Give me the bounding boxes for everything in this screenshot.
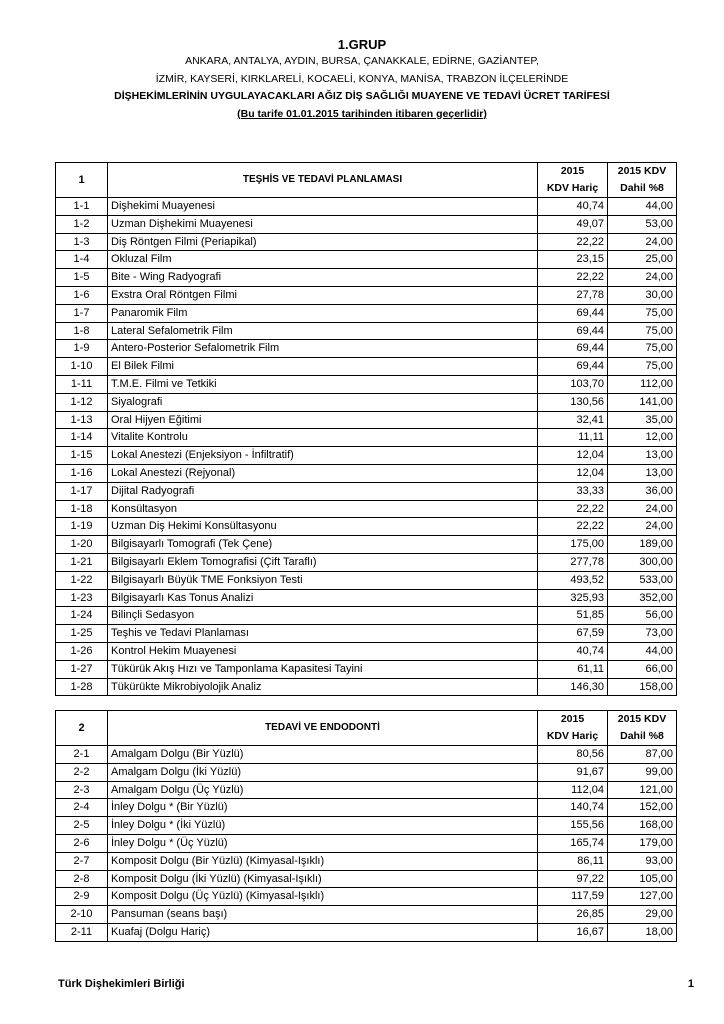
table-row [56,304,677,322]
item-code: 1-18 [56,500,108,518]
item-name: Pansuman (seans başı) [108,906,538,924]
price-incl-vat: 44,00 [608,198,677,216]
item-name: Bilinçli Sedasyon [108,607,538,625]
section-code: 1 [56,163,108,198]
price-incl-vat: 35,00 [608,411,677,429]
section-rows [56,746,677,942]
table-row [56,870,677,888]
price-incl-vat: 13,00 [608,464,677,482]
price-excl-vat: 22,22 [538,500,608,518]
item-name: Amalgam Dolgu (Bir Yüzlü) [108,746,538,764]
section-code: 2 [56,711,108,746]
price-excl-vat: 23,15 [538,251,608,269]
item-name: Siyalografi [108,393,538,411]
price-excl-vat: 175,00 [538,536,608,554]
table-row [56,358,677,376]
col-excl-line2: KDV Hariç [546,730,599,742]
item-code: 1-19 [56,518,108,536]
table-row [56,375,677,393]
item-name: Lokal Anestezi (Rejyonal) [108,464,538,482]
table-row [56,660,677,678]
item-code: 1-9 [56,340,108,358]
price-excl-vat: 40,74 [538,642,608,660]
price-excl-vat: 40,74 [538,198,608,216]
item-code: 1-24 [56,607,108,625]
price-incl-vat: 189,00 [608,536,677,554]
table-row [56,607,677,625]
validity-note: (Bu tarife 01.01.2015 tarihinden itibaren geçerlidir) [237,107,487,120]
table-row [56,286,677,304]
col-excl-line2: KDV Hariç [546,182,599,194]
item-name: Bilgisayarlı Büyük TME Fonksiyon Testi [108,571,538,589]
item-code: 1-17 [56,482,108,500]
table-row [56,781,677,799]
cities-line-1: ANKARA, ANTALYA, AYDIN, BURSA, ÇANAKKALE, EDİRNE, GAZİANTEP, [185,55,539,67]
item-name: El Bilek Filmi [108,358,538,376]
item-code: 1-27 [56,660,108,678]
price-incl-vat: 73,00 [608,625,677,643]
table-row [56,536,677,554]
price-incl-vat: 44,00 [608,642,677,660]
item-name: Lateral Sefalometrik Film [108,322,538,340]
price-incl-vat: 112,00 [608,375,677,393]
price-incl-vat: 300,00 [608,553,677,571]
section-title: TEDAVİ VE ENDODONTİ [108,711,538,746]
price-excl-vat: 69,44 [538,304,608,322]
item-name: Komposit Dolgu (Bir Yüzlü) (Kimyasal-Işıklı) [108,852,538,870]
item-code: 1-2 [56,215,108,233]
item-name: Tükürük Akış Hızı ve Tamponlama Kapasitesi Tayini [108,660,538,678]
price-excl-vat: 155,56 [538,817,608,835]
table-row [56,625,677,643]
price-excl-vat: 51,85 [538,607,608,625]
table-row [56,215,677,233]
item-name: Tükürükte Mikrobiyolojik Analiz [108,678,538,696]
item-name: Bilgisayarlı Eklem Tomografisi (Çift Taraflı) [108,553,538,571]
item-name: Amalgam Dolgu (Üç Yüzlü) [108,781,538,799]
item-code: 1-10 [56,358,108,376]
table-row [56,799,677,817]
price-excl-vat: 16,67 [538,923,608,941]
table-row [56,923,677,941]
price-excl-vat: 22,22 [538,518,608,536]
item-name: Lokal Anestezi (Enjeksiyon - İnfiltratif) [108,447,538,465]
table-row [56,340,677,358]
item-code: 1-6 [56,286,108,304]
footer-organization: Türk Dişhekimleri Birliği [58,978,185,990]
section-table-2 [55,710,677,942]
price-incl-vat: 141,00 [608,393,677,411]
section-header-row [56,163,677,198]
item-code: 1-12 [56,393,108,411]
item-code: 1-16 [56,464,108,482]
item-name: Oral Hijyen Eğitimi [108,411,538,429]
price-excl-vat: 117,59 [538,888,608,906]
price-incl-vat: 75,00 [608,340,677,358]
price-excl-vat: 69,44 [538,340,608,358]
item-name: Kontrol Hekim Muayenesi [108,642,538,660]
item-code: 2-6 [56,834,108,852]
table-row [56,233,677,251]
table-row [56,429,677,447]
item-name: Diş Röntgen Filmi (Periapikal) [108,233,538,251]
price-incl-vat: 533,00 [608,571,677,589]
section-rows [56,198,677,696]
price-incl-vat: 352,00 [608,589,677,607]
section-title: TEŞHİS VE TEDAVİ PLANLAMASI [108,163,538,198]
item-name: Amalgam Dolgu (İki Yüzlü) [108,763,538,781]
price-excl-vat: 146,30 [538,678,608,696]
item-name: Vitalite Kontrolu [108,429,538,447]
item-code: 1-13 [56,411,108,429]
table-row [56,571,677,589]
table-row [56,322,677,340]
item-code: 2-2 [56,763,108,781]
table-row [56,553,677,571]
price-excl-vat: 33,33 [538,482,608,500]
price-excl-vat: 80,56 [538,746,608,764]
price-excl-vat: 165,74 [538,834,608,852]
table-row [56,269,677,287]
item-code: 1-25 [56,625,108,643]
col-incl-line1: 2015 KDV [617,713,667,725]
table-row [56,411,677,429]
tariff-subtitle: DİŞHEKİMLERİNİN UYGULAYACAKLARI AĞIZ DİŞ SAĞLIĞI MUAYENE VE TEDAVİ ÜCRET TARİFESİ [114,90,610,102]
item-code: 2-9 [56,888,108,906]
item-code: 2-11 [56,923,108,941]
price-incl-vat: 158,00 [608,678,677,696]
item-name: Okluzal Film [108,251,538,269]
price-excl-vat: 97,22 [538,870,608,888]
price-excl-vat: 277,78 [538,553,608,571]
price-incl-vat: 24,00 [608,269,677,287]
table-row [56,198,677,216]
item-name: Komposit Dolgu (İki Yüzlü) (Kimyasal-Işıklı) [108,870,538,888]
item-code: 1-1 [56,198,108,216]
price-excl-vat: 112,04 [538,781,608,799]
col-price-incl-header [608,711,677,746]
table-row [56,482,677,500]
col-excl-line1: 2015 [560,713,585,725]
item-code: 1-3 [56,233,108,251]
item-code: 1-21 [56,553,108,571]
price-excl-vat: 26,85 [538,906,608,924]
price-incl-vat: 18,00 [608,923,677,941]
price-excl-vat: 493,52 [538,571,608,589]
item-name: Bilgisayarlı Kas Tonus Analizi [108,589,538,607]
table-row [56,500,677,518]
price-incl-vat: 24,00 [608,518,677,536]
item-code: 1-11 [56,375,108,393]
table-row [56,906,677,924]
price-excl-vat: 49,07 [538,215,608,233]
item-name: Bilgisayarlı Tomografi (Tek Çene) [108,536,538,554]
item-code: 1-15 [56,447,108,465]
table-row [56,888,677,906]
item-name: Exstra Oral Röntgen Filmi [108,286,538,304]
price-incl-vat: 30,00 [608,286,677,304]
item-name: Konsültasyon [108,500,538,518]
price-incl-vat: 179,00 [608,834,677,852]
item-code: 2-1 [56,746,108,764]
price-excl-vat: 140,74 [538,799,608,817]
price-excl-vat: 130,56 [538,393,608,411]
item-name: Komposit Dolgu (Üç Yüzlü) (Kimyasal-Işıklı) [108,888,538,906]
item-code: 1-28 [56,678,108,696]
price-incl-vat: 12,00 [608,429,677,447]
item-name: Antero-Posterior Sefalometrik Film [108,340,538,358]
item-code: 1-7 [56,304,108,322]
col-incl-line2: Dahil %8 [620,182,664,194]
price-incl-vat: 75,00 [608,358,677,376]
price-excl-vat: 91,67 [538,763,608,781]
table-row [56,447,677,465]
price-incl-vat: 24,00 [608,500,677,518]
item-code: 2-5 [56,817,108,835]
table-row [56,746,677,764]
item-name: Teşhis ve Tedavi Planlaması [108,625,538,643]
price-incl-vat: 168,00 [608,817,677,835]
item-name: İnley Dolgu * (İki Yüzlü) [108,817,538,835]
item-name: Uzman Diş Hekimi Konsültasyonu [108,518,538,536]
price-incl-vat: 25,00 [608,251,677,269]
price-incl-vat: 56,00 [608,607,677,625]
price-excl-vat: 12,04 [538,447,608,465]
price-incl-vat: 53,00 [608,215,677,233]
item-name: İnley Dolgu * (Üç Yüzlü) [108,834,538,852]
section-header-row [56,711,677,746]
col-price-excl-header [538,163,608,198]
price-excl-vat: 22,22 [538,269,608,287]
price-excl-vat: 67,59 [538,625,608,643]
col-incl-line2: Dahil %8 [620,730,664,742]
price-excl-vat: 325,93 [538,589,608,607]
item-code: 1-5 [56,269,108,287]
item-code: 1-20 [56,536,108,554]
document-header [0,36,724,123]
item-code: 2-3 [56,781,108,799]
price-incl-vat: 24,00 [608,233,677,251]
price-incl-vat: 75,00 [608,322,677,340]
price-excl-vat: 86,11 [538,852,608,870]
item-code: 1-22 [56,571,108,589]
item-name: Panaromik Film [108,304,538,322]
col-excl-line1: 2015 [560,165,585,177]
section-table-1 [55,162,677,696]
table-row [56,251,677,269]
item-name: Bite - Wing Radyografi [108,269,538,287]
item-name: İnley Dolgu * (Bir Yüzlü) [108,799,538,817]
table-row [56,464,677,482]
item-name: Kuafaj (Dolgu Hariç) [108,923,538,941]
item-code: 1-26 [56,642,108,660]
table-row [56,763,677,781]
item-code: 2-8 [56,870,108,888]
price-incl-vat: 127,00 [608,888,677,906]
item-code: 2-10 [56,906,108,924]
table-row [56,589,677,607]
cities-line-2: İZMİR, KAYSERİ, KIRKLARELİ, KOCAELİ, KONYA, MANİSA, TRABZON İLÇELERİNDE [155,72,569,85]
item-code: 1-14 [56,429,108,447]
price-incl-vat: 99,00 [608,763,677,781]
item-name: Dijital Radyografi [108,482,538,500]
price-incl-vat: 93,00 [608,852,677,870]
col-incl-line1: 2015 KDV [617,165,667,177]
price-incl-vat: 29,00 [608,906,677,924]
price-excl-vat: 69,44 [538,322,608,340]
table-row [56,518,677,536]
table-row [56,834,677,852]
price-incl-vat: 152,00 [608,799,677,817]
price-excl-vat: 32,41 [538,411,608,429]
price-incl-vat: 105,00 [608,870,677,888]
item-code: 1-23 [56,589,108,607]
table-row [56,817,677,835]
item-code: 2-4 [56,799,108,817]
price-excl-vat: 27,78 [538,286,608,304]
price-excl-vat: 61,11 [538,660,608,678]
item-code: 1-8 [56,322,108,340]
price-incl-vat: 75,00 [608,304,677,322]
price-excl-vat: 11,11 [538,429,608,447]
item-name: Dişhekimi Muayenesi [108,198,538,216]
item-code: 2-7 [56,852,108,870]
col-price-excl-header [538,711,608,746]
price-excl-vat: 22,22 [538,233,608,251]
table-row [56,678,677,696]
col-price-incl-header [608,163,677,198]
table-row [56,642,677,660]
price-incl-vat: 87,00 [608,746,677,764]
item-name: T.M.E. Filmi ve Tetkiki [108,375,538,393]
price-excl-vat: 103,70 [538,375,608,393]
table-row [56,393,677,411]
page-title: 1.GRUP [337,37,387,52]
table-row [56,852,677,870]
item-code: 1-4 [56,251,108,269]
price-incl-vat: 121,00 [608,781,677,799]
item-name: Uzman Dişhekimi Muayenesi [108,215,538,233]
price-excl-vat: 12,04 [538,464,608,482]
price-excl-vat: 69,44 [538,358,608,376]
price-incl-vat: 36,00 [608,482,677,500]
price-incl-vat: 13,00 [608,447,677,465]
price-incl-vat: 66,00 [608,660,677,678]
page-number: 1 [687,978,694,990]
